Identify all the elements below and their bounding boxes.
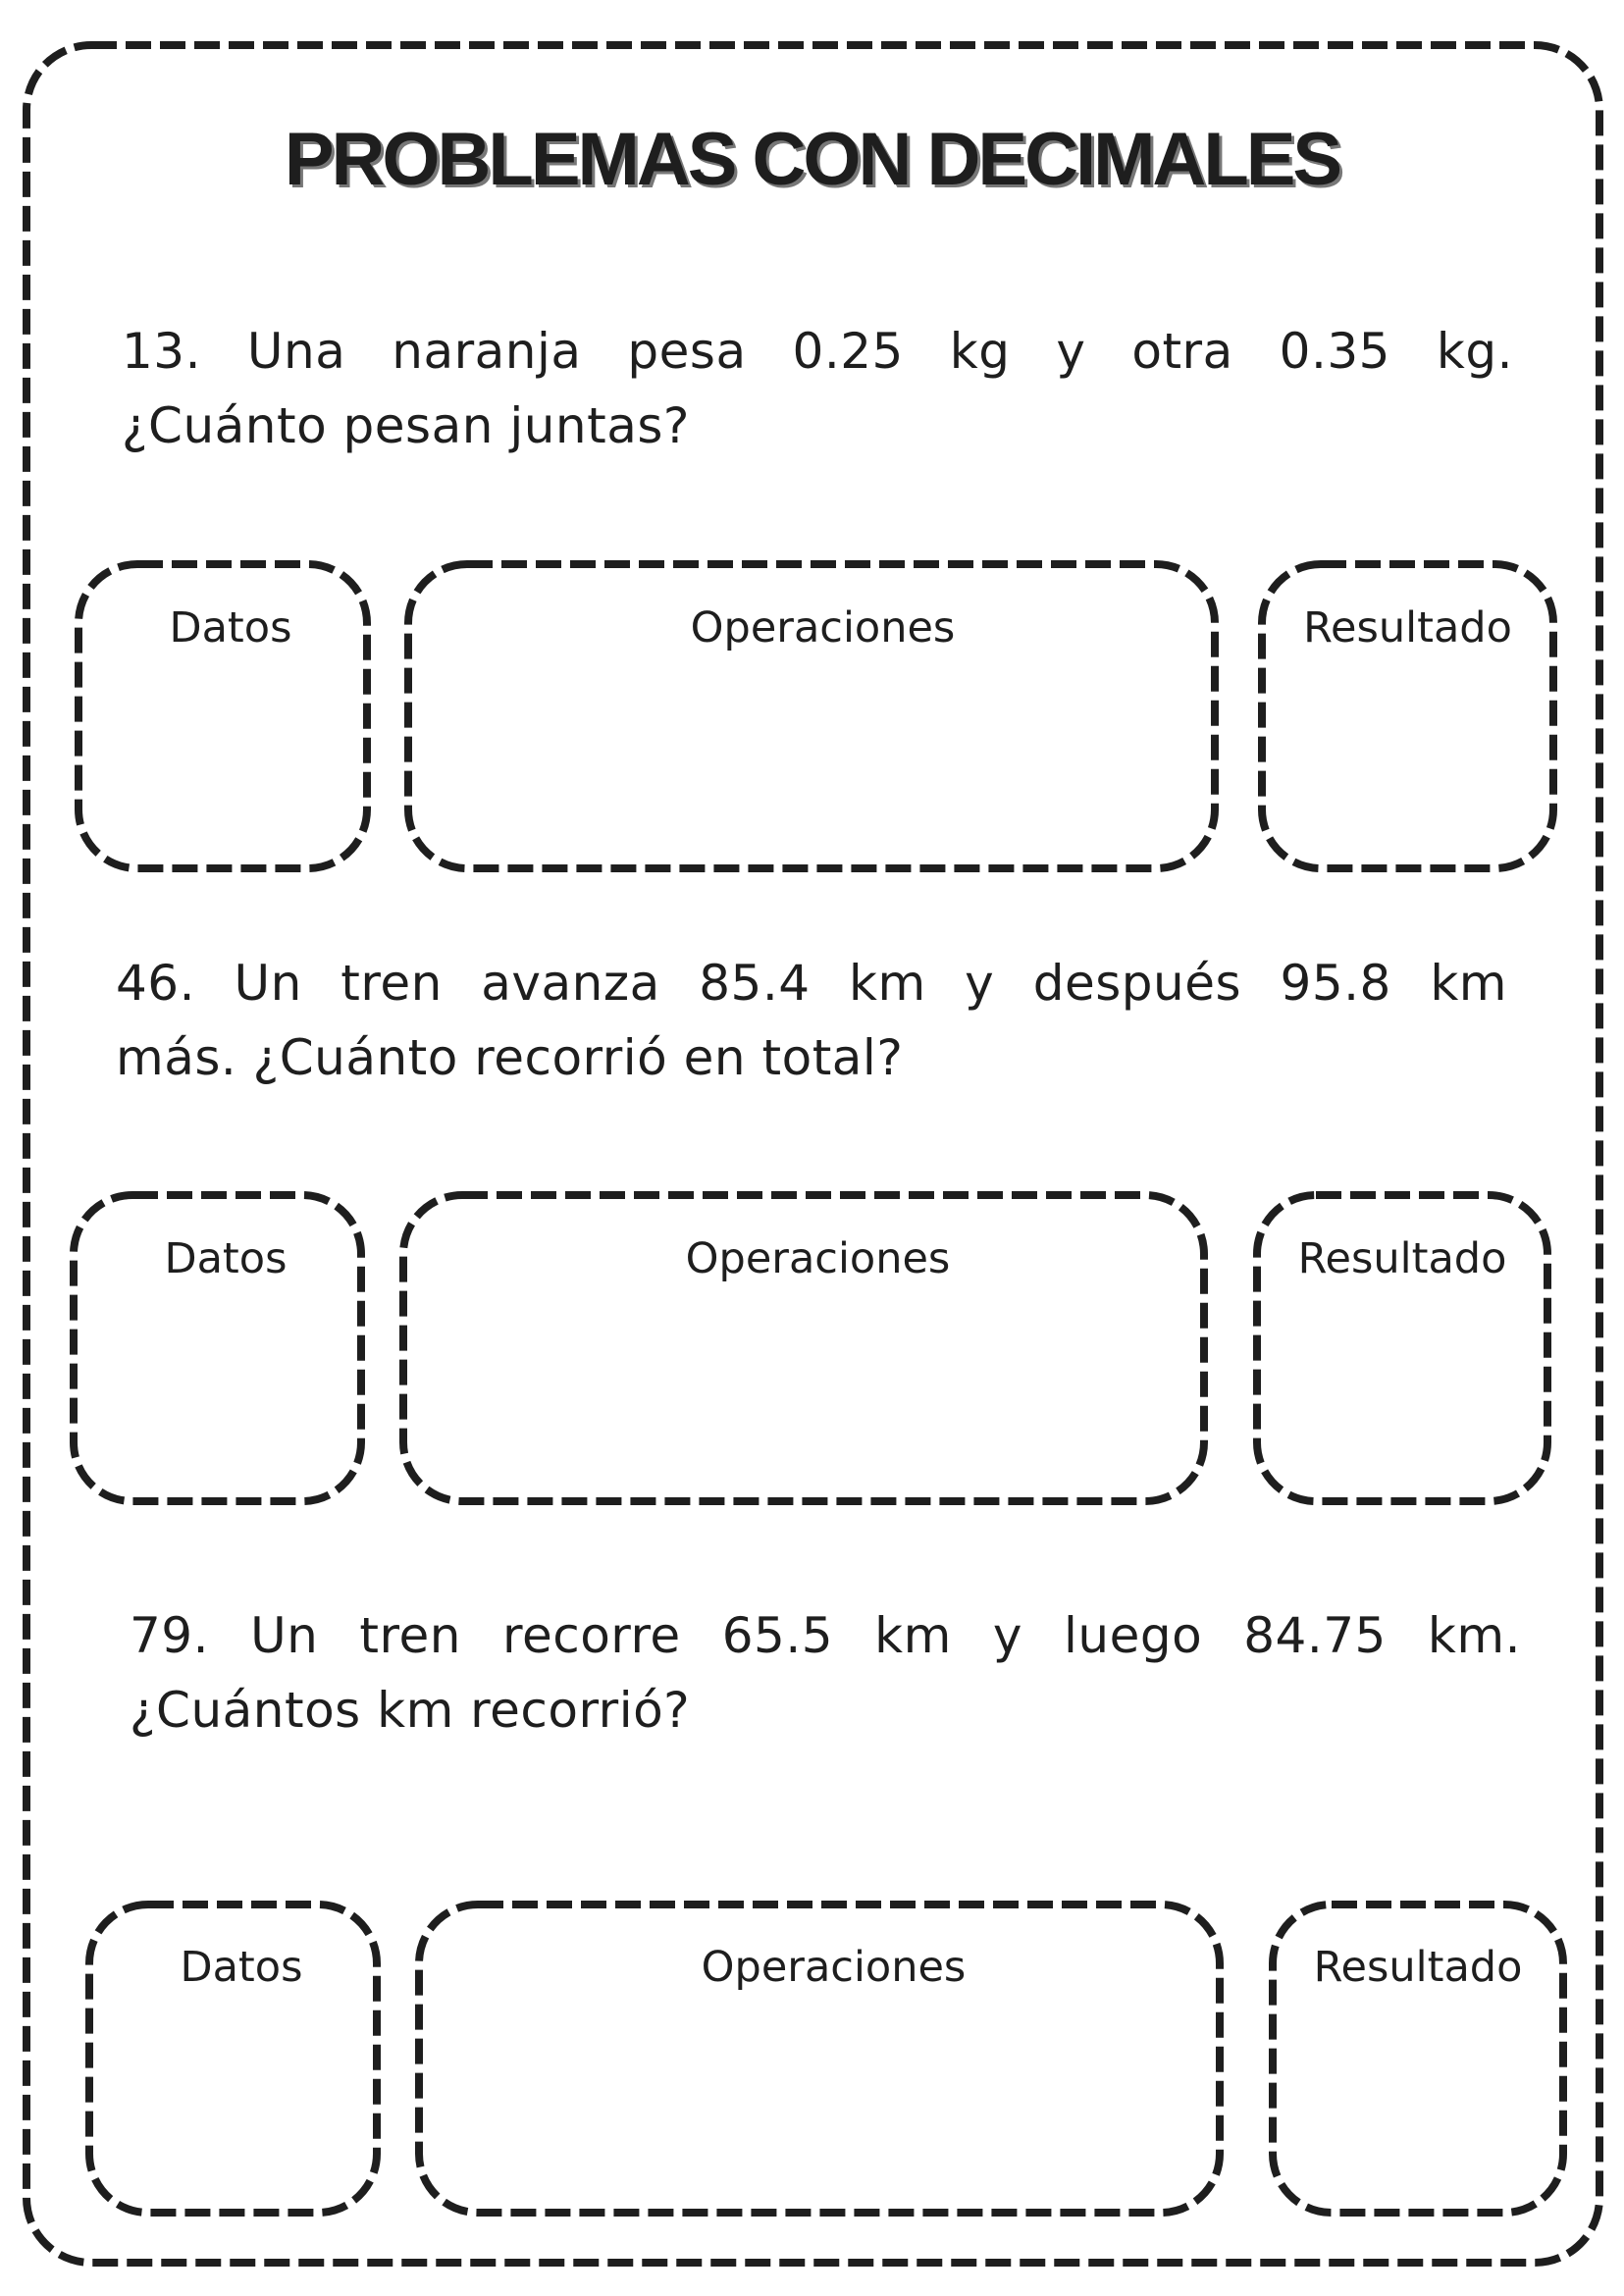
page-title: PROBLEMAS CON DECIMALES [284,118,1340,201]
operaciones-label-3: Operaciones [701,1943,967,1992]
resultado-label-1: Resultado [1303,603,1512,652]
problem-46-line-1: 46. Un tren avanza 85.4 km y después 95.8 km [116,955,1507,1012]
problem-79-line-2: ¿Cuántos km recorrió? [130,1682,691,1739]
resultado-label-2: Resultado [1297,1234,1507,1283]
operaciones-label-2: Operaciones [685,1234,951,1283]
problem-46 [116,946,1507,1095]
datos-label-3: Datos [180,1943,303,1992]
datos-label-2: Datos [164,1234,288,1283]
problem-79 [130,1598,1521,1748]
problem-13-line-2: ¿Cuánto pesan juntas? [122,397,690,454]
datos-label-1: Datos [169,603,292,652]
problem-46-line-2: más. ¿Cuánto recorrió en total? [116,1029,904,1086]
operaciones-label-1: Operaciones [690,603,956,652]
problem-13 [122,314,1513,463]
resultado-label-3: Resultado [1313,1943,1523,1992]
problem-13-line-1: 13. Una naranja pesa 0.25 kg y otra 0.35 kg. [122,323,1513,380]
problem-79-line-1: 79. Un tren recorre 65.5 km y luego 84.75 km. [130,1607,1521,1664]
